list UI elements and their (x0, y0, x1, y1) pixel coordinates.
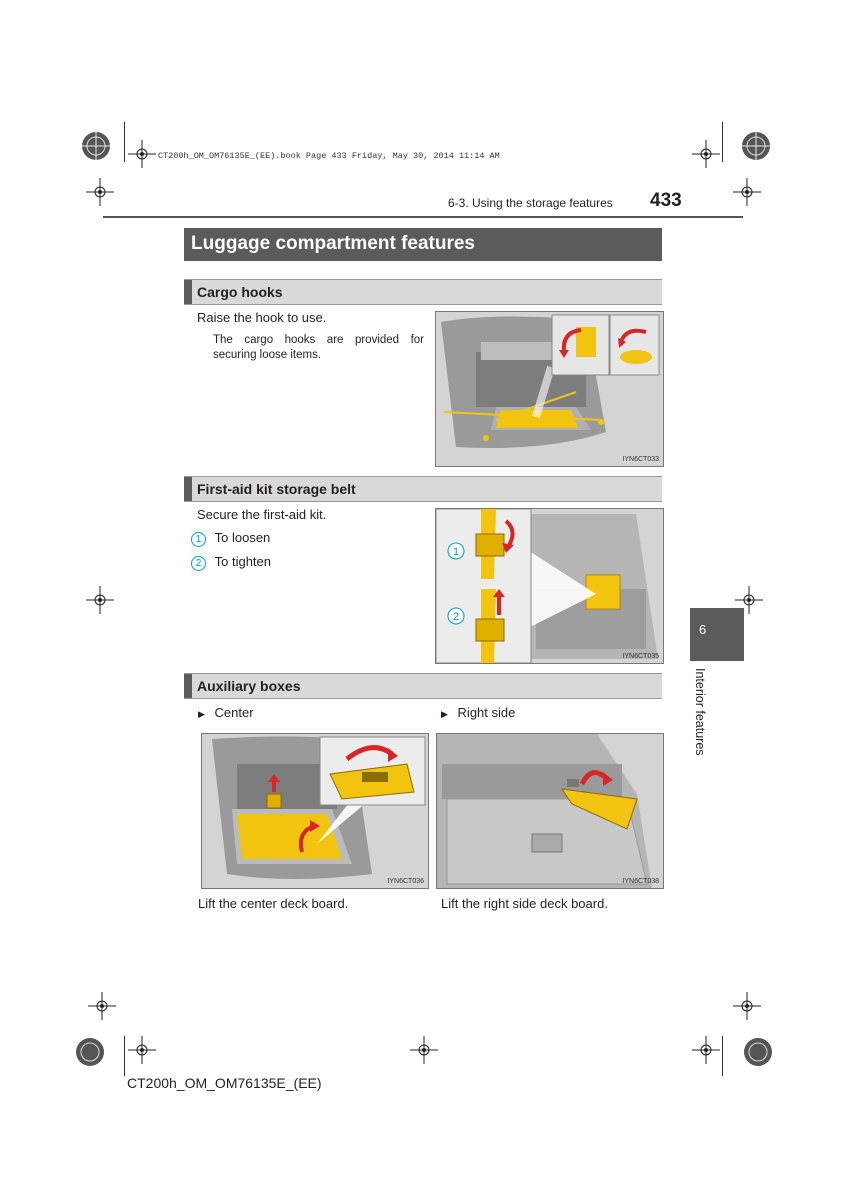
right-caption: Lift the right side deck board. (441, 896, 608, 911)
first-aid-instruction: Secure the first-aid kit. (197, 507, 327, 522)
registration-mark-top-left (80, 130, 112, 167)
crosshair-mark (88, 992, 116, 1025)
center-caption: Lift the center deck board. (198, 896, 349, 911)
crosshair-mark (128, 1036, 156, 1069)
crop-mark (124, 1036, 125, 1076)
crosshair-mark (86, 178, 114, 211)
step-number-icon: 2 (191, 556, 206, 571)
registration-mark-bottom-right (742, 1036, 774, 1073)
crosshair-mark (733, 178, 761, 211)
header-rule (103, 216, 743, 218)
cargo-hooks-instruction: Raise the hook to use. (197, 310, 327, 325)
section-heading-auxiliary (184, 673, 662, 699)
chapter-number: 6 (699, 622, 707, 637)
cargo-hooks-note: The cargo hooks are provided for securing loose items. (213, 334, 424, 361)
print-info: CT200h_OM_OM76135E_(EE).book Page 433 Friday, May 30, 2014 11:14 AM (158, 151, 500, 161)
crop-mark (722, 122, 723, 162)
crop-mark (722, 1036, 723, 1076)
center-box-illustration (201, 733, 429, 889)
chapter-tab (690, 608, 744, 661)
section-heading-first-aid (184, 476, 662, 502)
step-label: To tighten (214, 554, 271, 569)
step-loosen (191, 530, 270, 547)
right-box-illustration (436, 733, 664, 889)
section-heading-cargo-hooks (184, 279, 662, 305)
first-aid-illustration (435, 508, 664, 664)
svg-text:1: 1 (452, 546, 460, 558)
illustration-code: IYN6CT038 (622, 878, 659, 885)
crosshair-mark (692, 1036, 720, 1069)
section-heading-label: Auxiliary boxes (197, 678, 301, 694)
crosshair-mark (128, 140, 156, 173)
step-label: To loosen (214, 530, 271, 545)
crosshair-mark (86, 586, 114, 619)
illustration-code: IYN6CT035 (622, 653, 659, 660)
chapter-label: Interior features (693, 668, 707, 756)
footer-doc-id: CT200h_OM_OM76135E_(EE) (127, 1075, 322, 1091)
cargo-hooks-illustration (435, 311, 664, 467)
crosshair-mark (410, 1036, 438, 1069)
bullet-triangle-icon: ▶ (441, 709, 448, 719)
page-title: Luggage compartment features (191, 233, 475, 254)
svg-text:2: 2 (452, 611, 460, 623)
bullet-triangle-icon: ▶ (198, 709, 205, 719)
illustration-code: IYN6CT036 (387, 878, 424, 885)
section-heading-label: First-aid kit storage belt (197, 481, 356, 497)
crosshair-mark (692, 140, 720, 173)
section-heading-label: Cargo hooks (197, 284, 283, 300)
page-title-bar (184, 228, 662, 261)
page-number: 433 (650, 190, 682, 211)
registration-mark-bottom-left (74, 1036, 106, 1073)
step-tighten (191, 554, 271, 571)
header-section-title: 6-3. Using the storage features (448, 196, 613, 210)
step-number-icon: 1 (191, 532, 206, 547)
registration-mark-top-right (740, 130, 772, 167)
crop-mark (124, 122, 125, 162)
illustration-code: IYN6CT033 (622, 456, 659, 463)
crosshair-mark (733, 992, 761, 1025)
right-side-label: ▶ Right side (441, 705, 516, 720)
center-label: ▶ Center (198, 705, 254, 720)
